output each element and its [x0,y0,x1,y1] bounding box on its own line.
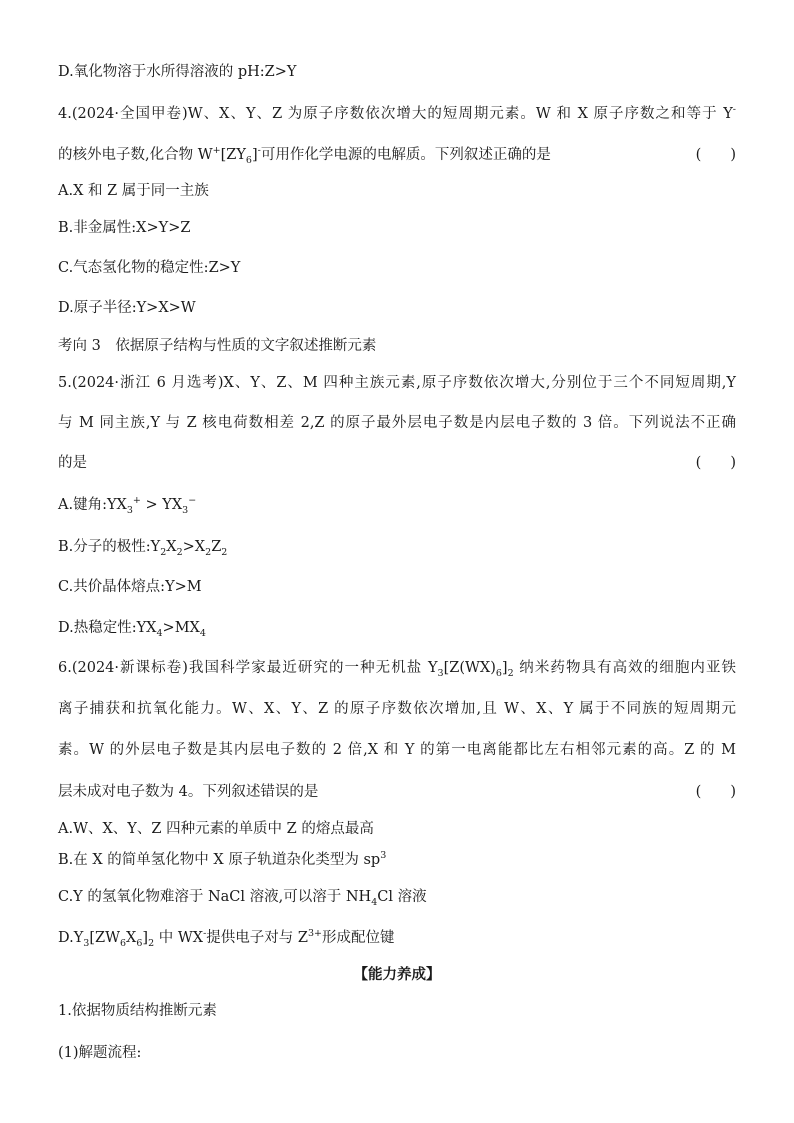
text: 5.(2024·浙江 6 月选考)X、Y、Z、M 四种主族元素,原子序数依次增大,分别位于三个不同短周期,Y [58,375,736,391]
text: B.分子的极性:Y [58,539,161,555]
subscript: 4 [371,896,378,908]
text: [ZW [89,930,120,946]
text: (1)解题流程: [58,1045,142,1061]
text: 纳米药物具有高效的细胞内亚铁 [513,660,737,676]
text: 的核外电子数,化合物 W [58,147,213,163]
q6-option-c [58,887,736,907]
answer-blank: ( ) [695,784,736,800]
item-subheading [58,1043,736,1063]
subscript: 6 [136,937,143,949]
q5-stem-line3 [58,453,736,473]
q4-option-d [58,298,736,318]
q6-stem-line4 [58,782,736,802]
q6-option-b [58,850,736,870]
text: 1.依据物质结构推断元素 [58,1003,217,1019]
q6-stem-line3 [58,740,736,760]
text: Z [211,539,222,555]
text: 离子捕获和抗氧化能力。W、X、Y、Z 的原子序数依次增加,且 W、X、Y 属于不同族的短周期元 [58,701,736,717]
subscript: 2 [205,546,212,558]
q5-option-c [58,577,736,597]
text: ] [501,660,508,676]
q4-option-c [58,258,736,278]
section-heading [58,965,736,985]
q5-stem-line2 [58,413,736,433]
text: 【能力养成】 [353,966,441,983]
subscript: 2 [221,546,228,558]
superscript: + [212,145,221,157]
text: B.非金属性:X>Y>Z [58,220,191,236]
subscript: 6 [119,937,127,949]
subscript: 2 [176,546,183,558]
text: C.共价晶体熔点:Y>M [58,579,202,595]
superscript: - [732,104,736,116]
superscript: + [132,495,141,507]
superscript: 3+ [307,928,322,940]
prev-option-d [58,62,736,82]
q4-stem-line2 [58,145,736,165]
superscript: - [257,145,261,157]
superscript: − [188,495,197,507]
text: >X [182,539,206,555]
text: 考向 3 依据原子结构与性质的文字叙述推断元素 [58,338,377,354]
text: ] [251,147,258,163]
q5-option-b [58,537,736,557]
text: 6.(2024·新课标卷)我国科学家最近研究的一种无机盐 Y [58,660,438,676]
text: D.热稳定性:YX [58,620,157,636]
text: A.键角:YX [58,497,127,513]
text: ] [142,930,149,946]
q6-option-d [58,928,736,948]
text: A.X 和 Z 属于同一主族 [58,183,209,199]
text: 的是 [58,455,87,471]
q5-option-d [58,618,736,638]
q4-option-b [58,218,736,238]
superscript: - [203,928,207,940]
text: 层未成对电子数为 4。下列叙述错误的是 [58,784,319,800]
answer-blank: ( ) [695,455,736,471]
text: Cl 溶液 [377,889,427,905]
item-heading [58,1001,736,1021]
text: 与 M 同主族,Y 与 Z 核电荷数相差 2,Z 的原子最外层电子数是内层电子数的 3 倍。下列说法不正确 [58,415,736,431]
subscript: 3 [437,667,444,679]
text: C.Y 的氢氧化物难溶于 NaCl 溶液,可以溶于 NH [58,889,372,905]
subscript: 2 [148,937,155,949]
subscript: 2 [507,667,514,679]
superscript: 3 [380,850,387,862]
text: 提供电子对与 Z [206,930,308,946]
text: 可用作化学电源的电解质。下列叙述正确的是 [260,147,551,163]
text: > YX [140,497,183,513]
q6-stem-line2 [58,699,736,719]
text: [ZY [220,147,246,163]
subscript: 3 [126,504,133,516]
text: X [126,930,137,946]
text: >MX [162,620,200,636]
subscript: 4 [199,627,206,639]
text: D.原子半径:Y>X>W [58,300,196,316]
answer-blank: ( ) [695,147,736,163]
text: X [166,539,177,555]
q4-option-a [58,181,736,201]
subscript: 6 [245,154,252,166]
text: 4.(2024·全国甲卷)W、X、Y、Z 为原子序数依次增大的短周期元素。W 和 X 原子序数之和等于 Y [58,106,733,122]
subscript: 6 [495,667,502,679]
q5-stem-line1 [58,373,736,393]
text: 形成配位键 [322,930,395,946]
subscript: 4 [156,627,163,639]
q4-stem-line1 [58,104,736,124]
text: B.在 X 的简单氢化物中 X 原子轨道杂化类型为 sp [58,852,381,868]
text: A.W、X、Y、Z 四种元素的单质中 Z 的熔点最高 [58,821,374,837]
subscript: 2 [160,546,167,558]
q6-option-a [58,819,736,839]
text: D.氧化物溶于水所得溶液的 pH:Z>Y [58,64,297,80]
text: [Z(WX) [443,660,496,676]
q6-stem-line1 [58,658,736,678]
subscript: 3 [83,937,90,949]
text: D.Y [58,930,84,946]
topic-heading [58,336,736,356]
subscript: 3 [182,504,189,516]
text: 中 WX [154,930,204,946]
text: C.气态氢化物的稳定性:Z>Y [58,260,241,276]
text: 素。W 的外层电子数是其内层电子数的 2 倍,X 和 Y 的第一电离能都比左右相邻元素的高。Z 的 M [58,742,736,758]
q5-option-a [58,495,736,515]
